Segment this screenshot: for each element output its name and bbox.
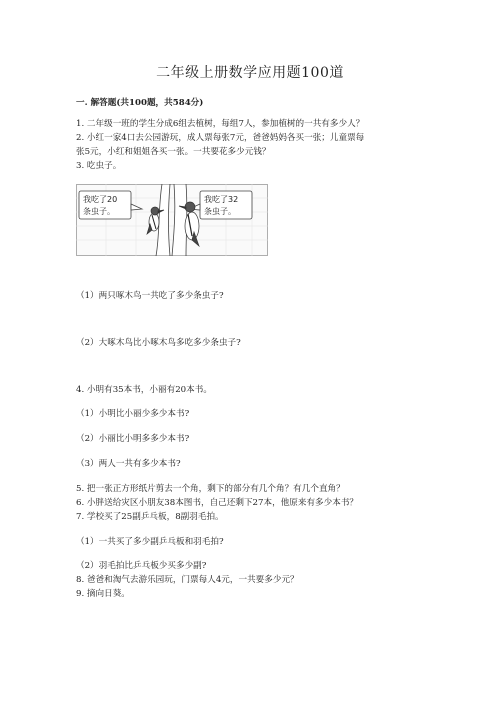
question-4-part-2: （2）小丽比小明多多少本书? bbox=[76, 434, 190, 444]
question-9: 9. 摘向日葵。 bbox=[76, 589, 130, 599]
left-bubble-line-2: 条虫子。 bbox=[83, 207, 115, 216]
question-4-part-1: （1）小明比小丽少多少本书? bbox=[76, 409, 190, 419]
question-4-part-3: （3）两人一共有多少本书? bbox=[76, 459, 181, 469]
section-heading: 一. 解答题(共100题，共584分) bbox=[76, 98, 204, 108]
question-3: 3. 吃虫子。 bbox=[76, 161, 122, 171]
right-bubble-line-2: 条虫子。 bbox=[204, 207, 236, 216]
question-6: 6. 小胖送给灾区小朋友38本图书，自己还剩下27本，他原来有多少本书？ bbox=[76, 498, 359, 508]
page-title: 二年级上册数学应用题100道 bbox=[156, 65, 344, 81]
question-1: 1. 二年级一班的学生分成6组去植树，每组7人，参加植树的一共有多少人？ bbox=[76, 119, 365, 129]
right-tree-trunk bbox=[172, 184, 187, 256]
question-8: 8. 爸爸和淘气去游乐园玩，门票每人4元，一共要多少元？ bbox=[76, 575, 299, 585]
question-7: 7. 学校买了25副乒乓板，8副羽毛拍。 bbox=[76, 512, 224, 522]
question-3-part-2: （2）大啄木鸟比小啄木鸟多吃多少条虫子? bbox=[76, 338, 241, 348]
question-3-part-1: （1）两只啄木鸟一共吃了多少条虫子? bbox=[76, 291, 224, 301]
question-4: 4. 小明有35本书，小丽有20本书。 bbox=[76, 385, 212, 395]
question-5: 5. 把一张正方形纸片剪去一个角，剩下的部分有几个角？有几个直角？ bbox=[76, 484, 345, 494]
question-2-line-1: 2. 小红一家4口去公园游玩，成人票每张7元，爸爸妈妈各买一张；儿童票每 bbox=[76, 133, 365, 143]
right-bubble-line-1: 我吃了32 bbox=[204, 195, 239, 204]
question-7-part-2: （2）羽毛拍比乒乓板少买多少副? bbox=[76, 561, 207, 571]
question-2-line-2: 张5元，小红和姐姐各买一张。一共要花多少元钱？ bbox=[76, 147, 271, 157]
question-7-part-1: （1）一共买了多少副乒乓板和羽毛拍? bbox=[76, 537, 224, 547]
woodpecker-illustration bbox=[76, 184, 268, 256]
left-bubble-line-1: 我吃了20 bbox=[83, 195, 118, 204]
